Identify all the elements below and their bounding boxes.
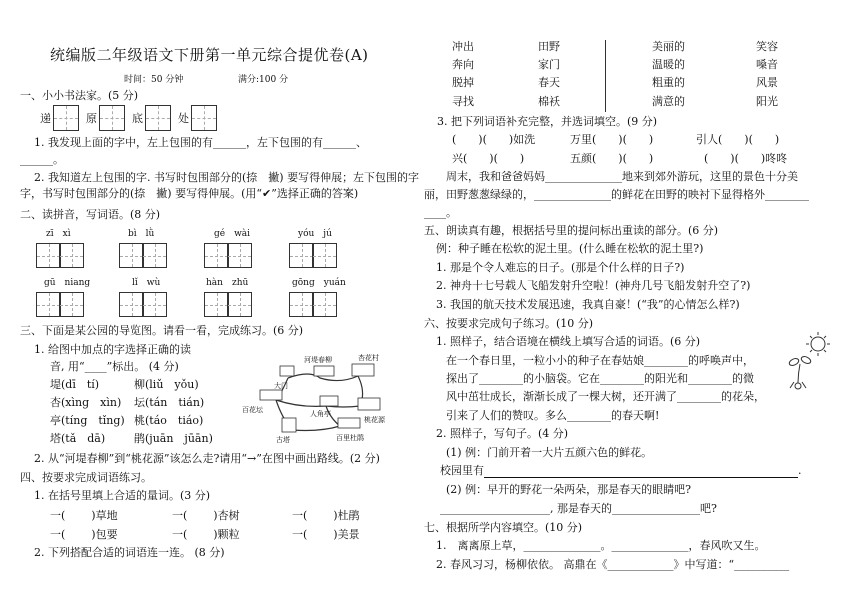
reading-pair-b[interactable]: 桃(táo tiáo) <box>134 414 204 427</box>
measure-word-item: 一( )美景 <box>292 528 360 541</box>
exam-time: 时间：50 分钟 <box>124 75 184 85</box>
idiom-fill[interactable]: 引人( )( ) <box>696 133 780 146</box>
section-7-heading: 七、根据所学内容填空。(10 分) <box>424 521 583 534</box>
s5-item: 2. 神舟十七号载人飞船发射升空啦！(神舟几号飞船发射升空了?) <box>436 279 751 292</box>
map-label-ancient-tower: 古塔 <box>276 436 290 444</box>
word-box[interactable] <box>142 243 167 268</box>
s6-answer-2[interactable]: ____________________, 那是春天的________________吧? <box>440 502 717 515</box>
match-right-word[interactable]: 温暖的 <box>652 58 685 71</box>
map-label-gate: 大门 <box>274 382 288 390</box>
match-right-word[interactable]: 满意的 <box>652 95 685 108</box>
pinyin-6: lǐ wù <box>132 278 161 288</box>
s3-q1-line2: 音, 用“____”标出。 (4 分) <box>50 360 179 373</box>
match-right-word[interactable]: 笑容 <box>756 40 778 53</box>
s4-q2: 2. 下列搭配合适的词语连一连。 (8 分) <box>34 546 225 559</box>
reading-pair-a[interactable]: 杏(xìng xìn) <box>50 396 122 409</box>
s7-line-2[interactable]: 2. 春风习习，杨柳依依。 高鼎在《____________》中写道：“__________ <box>436 558 790 571</box>
sprout-icon <box>788 355 812 389</box>
s4-q1: 1. 在括号里填上合适的量词。(3 分) <box>34 489 211 502</box>
s5-item: 1. 那是个令人难忘的日子。(那是个什么样的日子?) <box>436 261 685 274</box>
word-box[interactable] <box>36 243 61 268</box>
match-left-word[interactable]: 棉袄 <box>538 95 560 108</box>
s6-answer-1: 校园里有 . <box>440 464 802 477</box>
park-map[interactable] <box>240 348 410 444</box>
s5-item: 3. 我国的航天技术发展迅速，我真自豪！(“我”的心情怎么样?) <box>436 298 740 311</box>
measure-word-blank[interactable] <box>187 512 213 523</box>
exam-score: 满分:100 分 <box>238 75 289 85</box>
measure-word-blank[interactable] <box>65 512 91 523</box>
writing-box-2[interactable] <box>99 105 125 131</box>
char-1: 递 <box>40 112 51 125</box>
measure-word-item: 一( )杜鹃 <box>292 509 360 522</box>
reading-pair-b[interactable]: 柳(liǔ yǒu) <box>134 378 199 391</box>
word-box[interactable] <box>119 292 144 317</box>
pinyin-7: hàn zhū <box>206 278 249 288</box>
map-label-flower-altar: 百花坛 <box>242 406 263 414</box>
match-left-word[interactable]: 田野 <box>538 40 560 53</box>
page-title: 统编版二年级语文下册第一单元综合提优卷(A) <box>50 46 369 64</box>
pinyin-5: gū niang <box>44 278 91 288</box>
word-box[interactable] <box>289 243 314 268</box>
pinyin-8: gōng yuán <box>292 278 346 288</box>
measure-word-blank[interactable] <box>307 512 333 523</box>
s6-q2: 2. 照样子，写句子。(4 分) <box>436 427 569 440</box>
match-left-word[interactable]: 春天 <box>538 76 560 89</box>
s6-q1: 1. 照样子，结合语境在横线上填写合适的词语。(6 分) <box>436 335 701 348</box>
map-label-willow-bank: 河堤春柳 <box>304 356 332 364</box>
reading-pair-a[interactable]: 塔(tǎ dā) <box>50 432 106 445</box>
match-left-word[interactable]: 奔向 <box>452 58 474 71</box>
s1-q2-line2: 字，书写时包围部分的(捺 撇) 要写得伸展。(用“✔”选择正确的答案) <box>20 187 359 200</box>
writing-box-4[interactable] <box>191 105 217 131</box>
word-box[interactable] <box>204 243 229 268</box>
word-box[interactable] <box>59 243 84 268</box>
section-6-heading: 六、按要求完成句子练习。(10 分) <box>424 317 594 330</box>
word-box[interactable] <box>119 243 144 268</box>
map-label-azalea: 百里杜鹃 <box>336 434 364 442</box>
measure-word-blank[interactable] <box>187 531 213 542</box>
word-box[interactable] <box>289 292 314 317</box>
match-right-word[interactable]: 美丽的 <box>652 40 685 53</box>
word-box[interactable] <box>227 243 252 268</box>
section-2-heading: 二、读拼音，写词语。(8 分) <box>20 208 161 221</box>
map-label-peach-garden: 桃花源 <box>364 416 385 424</box>
measure-word-item: 一( )包要 <box>50 528 118 541</box>
s6-example-1: (1) 例：门前开着一大片五颜六色的鲜花。 <box>446 446 653 459</box>
sprout-illustration <box>780 332 836 392</box>
s6-paragraph-line: 引来了人们的赞叹。多么________的春天啊! <box>446 409 660 422</box>
s6-example-2: (2) 例：早开的野花一朵两朵，那是春天的眼睛吧? <box>446 483 691 496</box>
char-4: 处 <box>178 112 189 125</box>
measure-word-blank[interactable] <box>65 531 91 542</box>
s3-q2: 2. 从“河堤春柳”到“桃花源”该怎么走?请用“→”在图中画出路线。(2 分) <box>34 452 380 465</box>
match-left-word[interactable]: 脱掉 <box>452 76 474 89</box>
sun-icon <box>806 332 830 356</box>
word-box[interactable] <box>312 292 337 317</box>
reading-pair-a[interactable]: 亭(tíng tǐng) <box>50 414 125 427</box>
match-left-word[interactable]: 家门 <box>538 58 560 71</box>
s1-q1-line2: ______。 <box>20 153 64 166</box>
answer-line[interactable] <box>484 466 798 478</box>
match-left-word[interactable]: 寻找 <box>452 95 474 108</box>
measure-word-item: 一( )杏树 <box>172 509 240 522</box>
word-box[interactable] <box>142 292 167 317</box>
s4-paragraph-line1: 周末，我和爸爸妈妈______________地来到郊外游玩，这里的景色十分美 <box>446 170 798 183</box>
section-1-heading: 一、小小书法家。(5 分) <box>20 89 139 102</box>
match-right-word[interactable]: 嗓音 <box>756 58 778 71</box>
s1-q1-line1: 1. 我发现上面的字中，左上包围的有______，左下包围的有______、 <box>34 136 367 149</box>
pinyin-2: bì lǜ <box>128 229 155 239</box>
match-right-word[interactable]: 风景 <box>756 76 778 89</box>
section-4-heading: 四、按要求完成词语练习。 <box>20 471 152 484</box>
writing-box-3[interactable] <box>145 105 171 131</box>
s4-q3: 3. 把下列词语补充完整，并选词填空。(9 分) <box>437 115 658 128</box>
reading-pair-b[interactable]: 鹃(juān jūān) <box>134 432 213 445</box>
idiom-fill[interactable]: ( )( )如洗 <box>452 133 536 146</box>
s7-line-1[interactable]: 1. 离离原上草，______________。______________，春风吹又生。 <box>436 539 766 552</box>
section-5-heading: 五、朗读真有趣，根据括号里的提问标出重读的部分。(6 分) <box>424 224 719 237</box>
char-2: 原 <box>86 112 97 125</box>
match-left-word[interactable]: 冲出 <box>452 40 474 53</box>
s6-paragraph-line: 风中茁壮成长，渐渐长成了一棵大树，还开满了________的花朵， <box>446 390 765 403</box>
map-label-pavilion: 人角亭 <box>310 410 331 418</box>
word-box[interactable] <box>59 292 84 317</box>
s4-paragraph-line3: ____。 <box>424 206 457 219</box>
pinyin-4: yóu jú <box>298 229 332 239</box>
char-3: 底 <box>132 112 143 125</box>
idiom-fill[interactable]: 万里( )( ) <box>570 133 654 146</box>
match-right-word[interactable]: 阳光 <box>756 95 778 108</box>
match-divider <box>605 40 606 112</box>
s6-paragraph-line: 在一个春日里，一粒小小的种子在春姑娘________的呼唤声中， <box>446 354 754 367</box>
word-box[interactable] <box>312 243 337 268</box>
idiom-fill[interactable]: ( )( )咚咚 <box>704 152 788 165</box>
idiom-fill[interactable]: 五颜( )( ) <box>570 152 654 165</box>
idiom-fill[interactable]: 兴( )( ) <box>452 152 525 165</box>
match-right-word[interactable]: 粗重的 <box>652 76 685 89</box>
map-label-apricot-village: 杏花村 <box>358 354 379 362</box>
measure-word-item: 一( )草地 <box>50 509 118 522</box>
pinyin-3: gé wài <box>214 229 251 239</box>
reading-pair-b[interactable]: 坛(tán tián) <box>134 396 205 409</box>
reading-pair-a[interactable]: 堤(dī tí) <box>50 378 100 391</box>
s5-example: 例：种子睡在松软的泥土里。(什么睡在松软的泥土里?) <box>436 242 704 255</box>
measure-word-item: 一( )颗粒 <box>172 528 240 541</box>
s6-paragraph-line: 探出了________的小脑袋。它在________的阳光和________的微 <box>446 372 754 385</box>
pinyin-1: zī xì <box>46 229 71 239</box>
s4-paragraph-line2: 丽，田野葱葱绿绿的，______________的鲜花在田野的映衬下显得格外________ <box>424 188 809 201</box>
section-3-heading: 三、下面是某公园的导览图。请看一看，完成练习。(6 分) <box>20 324 304 337</box>
word-box[interactable] <box>227 292 252 317</box>
word-box[interactable] <box>36 292 61 317</box>
word-box[interactable] <box>204 292 229 317</box>
s1-q2-line1: 2. 我知道左上包围的字. 书写时包围部分的(捺 撇) 要写得伸展；左下包围的字 <box>34 171 420 184</box>
measure-word-blank[interactable] <box>307 531 333 542</box>
writing-box-1[interactable] <box>53 105 79 131</box>
s3-q1-line1: 1. 给图中加点的字选择正确的读 <box>34 343 191 356</box>
